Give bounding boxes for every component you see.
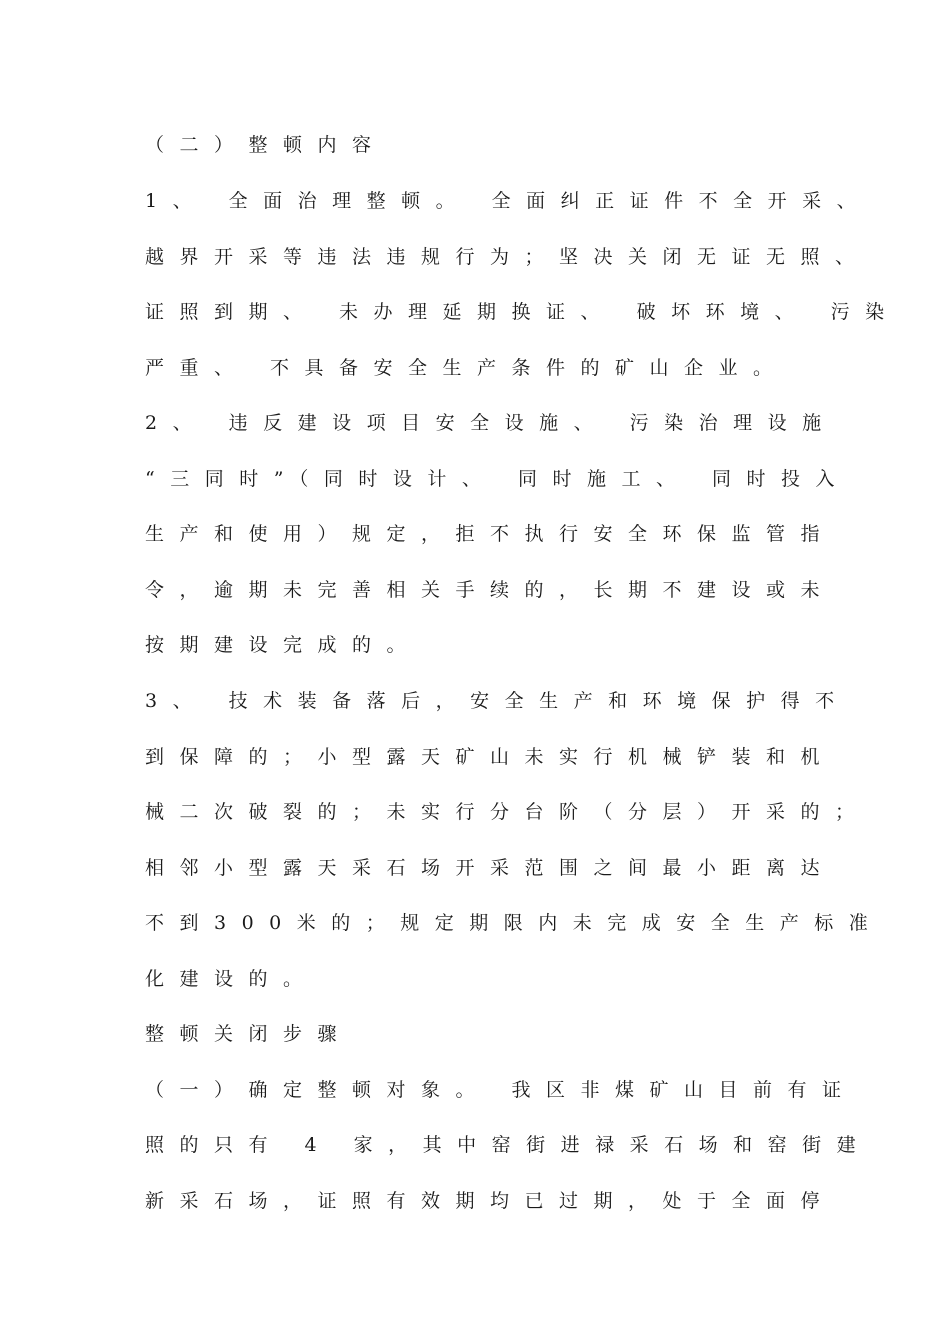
- paragraph-line: 按期建设完成的。: [145, 634, 422, 656]
- paragraph-line: 越界开采等违法违规行为；坚决关闭无证无照、: [145, 246, 870, 268]
- paragraph-line: 不到300米的；规定期限内未完成安全生产标准: [145, 912, 884, 934]
- paragraph-line: 1、 全面治理整顿。 全面纠正证件不全开采、: [145, 190, 872, 212]
- paragraph-line: 3、 技术装备落后，安全生产和环境保护得不: [145, 690, 850, 712]
- paragraph-line: 生产和使用）规定，拒不执行安全环保监管指: [145, 523, 836, 545]
- paragraph-line: 照的只有 4 家，其中窑街进禄采石场和窑街建: [145, 1134, 872, 1156]
- paragraph-line: “三同时”（同时设计、 同时施工、 同时投入: [145, 468, 851, 490]
- paragraph-line: （一）确定整顿对象。 我区非煤矿山目前有证: [145, 1079, 857, 1101]
- paragraph-line: 严重、 不具备安全生产条件的矿山企业。: [145, 357, 788, 379]
- paragraph-line: 相邻小型露天采石场开采范围之间最小距离达: [145, 857, 836, 879]
- paragraph-line: 令，逾期未完善相关手续的，长期不建设或未: [145, 579, 836, 601]
- section-heading: （二）整顿内容: [145, 134, 387, 156]
- section-heading: 整顿关闭步骤: [145, 1023, 353, 1045]
- paragraph-line: 证照到期、 未办理延期换证、 破坏环境、 污染: [145, 301, 900, 323]
- paragraph-line: 化建设的。: [145, 968, 318, 990]
- paragraph-line: 2、 违反建设项目安全设施、 污染治理设施: [145, 412, 837, 434]
- paragraph-line: 械二次破裂的；未实行分台阶（分层）开采的；: [145, 801, 870, 823]
- paragraph-line: 新采石场，证照有效期均已过期，处于全面停: [145, 1190, 836, 1212]
- paragraph-line: 到保障的；小型露天矿山未实行机械铲装和机: [145, 746, 836, 768]
